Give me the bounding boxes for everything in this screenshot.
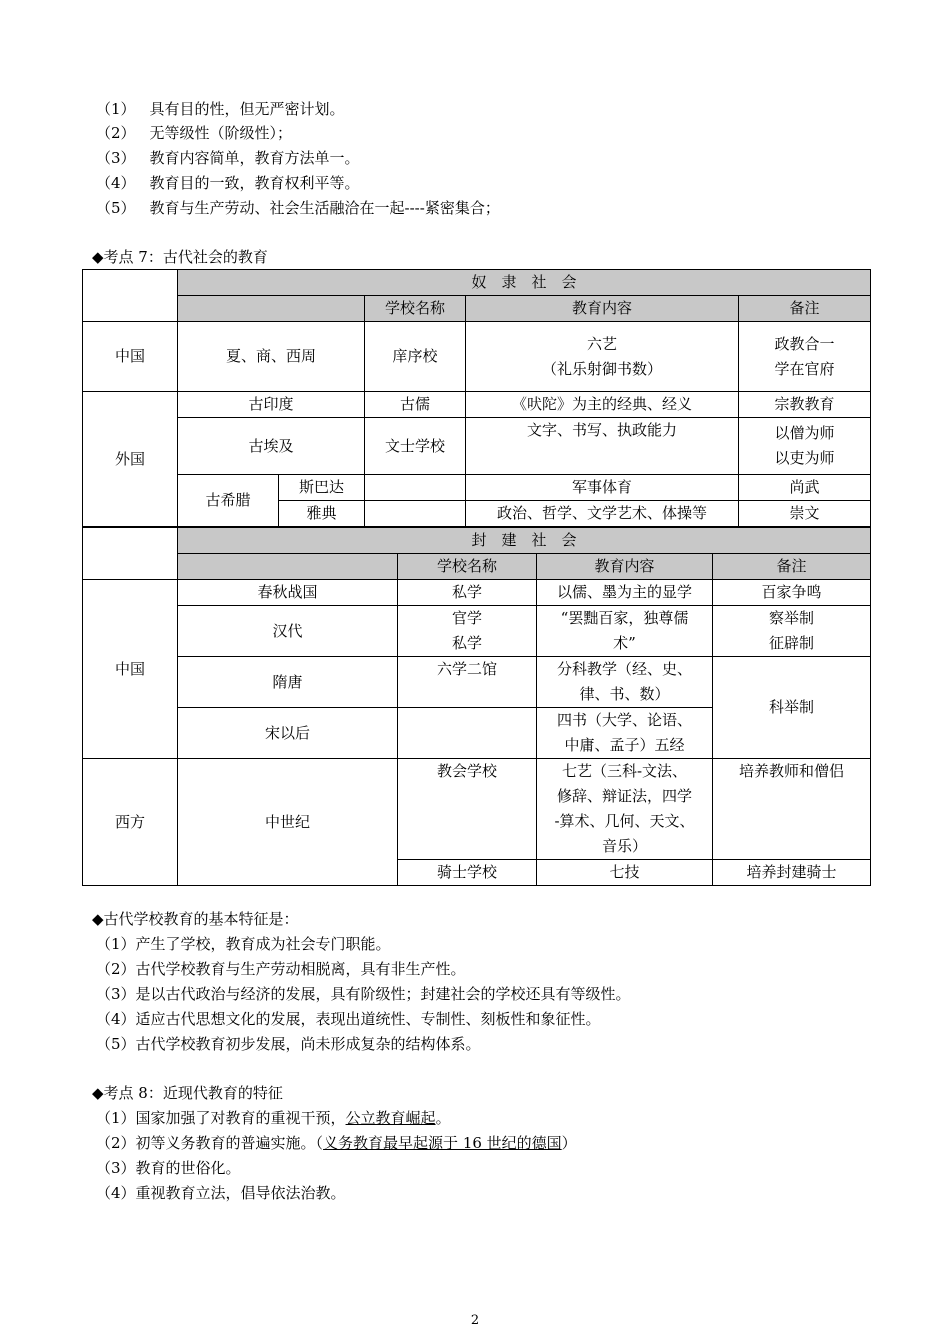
slave-society-table [82,269,871,527]
ancient-item-2: （2）古代学校教育与生产劳动相脱离，具有非生产性。 [96,960,466,978]
content-line: （礼乐射御书数） [541,359,662,378]
content-line: “罢黜百家，独尊儒 [560,609,689,627]
content-line: 律、书、数） [579,685,670,703]
content-cell: 《吠陀》为主的经典、经义 [466,392,739,418]
text: （2）初等义务教育的普遍实施。（ [96,1134,324,1152]
list-text: 教育内容简单，教育方法单一。 [149,149,360,167]
list-number: （3） [96,149,136,167]
header-school: 学校名称 [365,296,466,322]
content-cell: 七技 [537,860,713,886]
text: ） [561,1134,577,1152]
header-note: 备注 [739,296,871,322]
note-cell: 科举制 [713,657,871,759]
note-cell: 培养教师和僧侣 [713,759,871,860]
content-cell: 以儒、墨为主的显学 [537,580,713,606]
ancient-item-1: （1）产生了学校，教育成为社会专门职能。 [96,935,391,953]
content-line: 中庸、孟子）五经 [564,736,685,754]
list-text: 无等级性（阶级性）； [149,124,293,142]
content-line: 七艺（三科-文法、 [561,762,688,780]
empty-header-cell [178,554,398,580]
note-cell: 崇文 [739,501,871,527]
list-text: 具有目的性，但无严密计划。 [149,100,345,118]
content-line: 六艺 [586,334,617,353]
text: 。 [435,1109,451,1127]
region-china: 中国 [83,580,178,759]
kp8-item-2 [96,1133,577,1153]
note-line: 学在官府 [774,359,835,378]
content-cell: 军事体育 [466,475,739,501]
page-number: 2 [470,1313,480,1328]
period-cell: 夏、商、西周 [178,322,365,392]
feudal-society-table [82,527,871,886]
content-cell: 文字、书写、执政能力 [466,418,739,475]
city-cell: 斯巴达 [279,475,365,501]
school-cell: 庠序校 [365,322,466,392]
note-cell [739,322,871,392]
note-line: 以吏为师 [774,449,835,467]
ancient-item-4: （4）适应古代思想文化的发展，表现出道统性、专制性、刻板性和象征性。 [96,1010,601,1028]
header-content: 教育内容 [537,554,713,580]
intro-item-1 [96,99,345,119]
ancient-item-3: （3）是以古代政治与经济的发展，具有阶级性；封建社会的学校还具有等级性。 [96,985,631,1003]
content-cell [537,657,713,708]
kp8-item-3: （3）教育的世俗化。 [96,1159,241,1177]
header-note: 备注 [713,554,871,580]
list-number: （2） [96,124,136,142]
city-cell: 雅典 [279,501,365,527]
school-cell [398,606,537,657]
section-header: 奴 隶 社 会 [178,270,871,296]
list-text: 教育与生产劳动、社会生活融洽在一起----紧密集合； [149,199,500,217]
content-cell [537,759,713,860]
intro-item-2 [96,123,292,143]
period-cell: 古印度 [178,392,365,418]
header-school: 学校名称 [398,554,537,580]
period-cell: 隋唐 [178,657,398,708]
content-line: -算术、几何、天文、 [554,812,695,830]
intro-item-3 [96,148,360,168]
content-cell [537,708,713,759]
intro-item-5 [96,198,500,218]
list-number: （5） [96,199,136,217]
ancient-title: ◆古代学校教育的基本特征是： [92,910,299,928]
school-line: 官学 [451,609,482,627]
underlined-text: 公立教育崛起 [345,1109,436,1127]
kp7-title: ◆考点 7：古代社会的教育 [92,248,268,266]
section-header: 封 建 社 会 [178,528,871,554]
period-cell: 古埃及 [178,418,365,475]
content-cell [466,322,739,392]
content-line: 分科教学（经、史、 [556,660,692,678]
period-cell: 春秋战国 [178,580,398,606]
school-cell: 六学二馆 [398,657,537,708]
school-cell: 古儒 [365,392,466,418]
ancient-item-5: （5）古代学校教育初步发展，尚未形成复杂的结构体系。 [96,1035,481,1053]
list-text: 教育目的一致，教育权利平等。 [149,174,360,192]
region-foreign: 外国 [83,392,178,527]
school-cell: 教会学校 [398,759,537,860]
school-cell [365,501,466,527]
school-cell: 文士学校 [365,418,466,475]
school-cell [398,708,537,759]
note-cell: 尚武 [739,475,871,501]
note-line: 以僧为师 [774,424,835,442]
kp8-item-1 [96,1108,451,1128]
content-line: 四书（大学、论语、 [556,711,692,729]
underlined-text: 义务教育最早起源于 16 世纪的德国 [323,1134,562,1152]
content-line: 术” [613,634,636,652]
note-cell: 宗教教育 [739,392,871,418]
region-china: 中国 [83,322,178,392]
note-line: 察举制 [769,609,815,627]
note-cell: 培养封建骑士 [713,860,871,886]
note-cell [713,606,871,657]
school-line: 私学 [451,634,482,652]
note-line: 政教合一 [774,334,835,353]
period-cell: 中世纪 [178,759,398,886]
content-line: 修辞、辩证法，四学 [556,787,692,805]
corner-cell [83,528,178,580]
header-content: 教育内容 [466,296,739,322]
note-line: 征辟制 [769,634,815,652]
content-line: 音乐） [601,837,647,855]
note-cell [739,418,871,475]
intro-item-4 [96,173,360,193]
content-cell: 政治、哲学、文学艺术、体操等 [466,501,739,527]
school-cell: 骑士学校 [398,860,537,886]
list-number: （1） [96,100,136,118]
list-number: （4） [96,174,136,192]
content-cell [537,606,713,657]
text: （1）国家加强了对教育的重视干预， [96,1109,346,1127]
period-cell: 宋以后 [178,708,398,759]
kp8-title: ◆考点 8：近现代教育的特征 [92,1084,283,1102]
note-cell: 百家争鸣 [713,580,871,606]
greece-cell: 古希腊 [178,475,279,527]
school-cell [365,475,466,501]
school-cell: 私学 [398,580,537,606]
region-west: 西方 [83,759,178,886]
empty-header-cell [178,296,365,322]
corner-cell [83,270,178,322]
kp8-item-4: （4）重视教育立法，倡导依法治教。 [96,1184,346,1202]
period-cell: 汉代 [178,606,398,657]
